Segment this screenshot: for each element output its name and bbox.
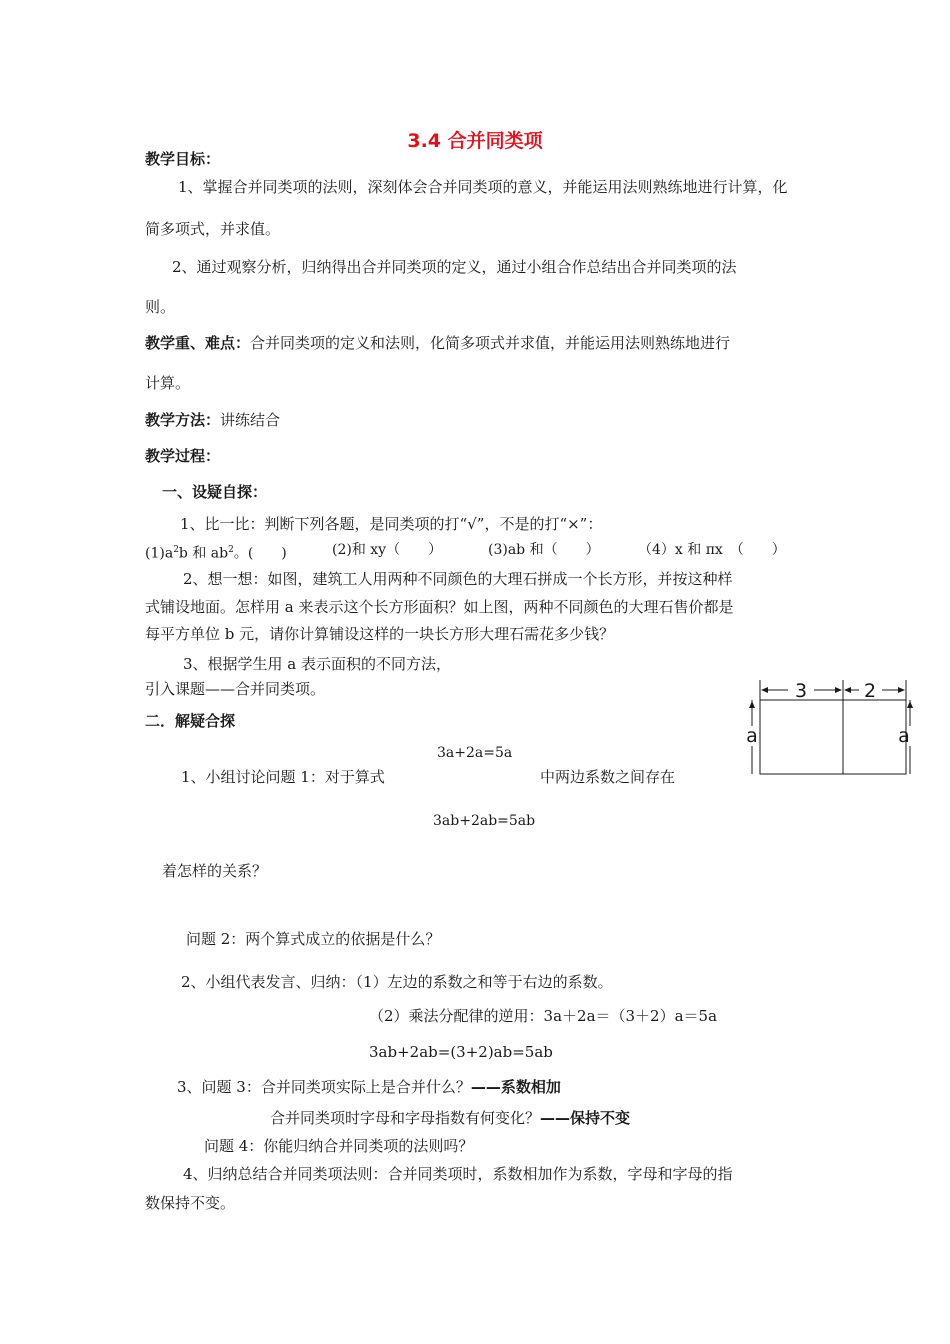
arrowhead (761, 687, 768, 693)
arrowhead (844, 687, 851, 693)
method-label: 教学方法： (145, 411, 221, 429)
summary-2: （2）乘法分配律的逆用：3a＋2a＝（3＋2）a＝5a (369, 1007, 718, 1025)
item-3-line1: 3、根据学生用 a 表示面积的不同方法， (183, 655, 452, 673)
objective-2-line2: 则。 (145, 298, 176, 316)
item-2-line3: 每平方单位 b 元，请你计算铺设这样的一块长方形大理石需花多少钱？ (145, 625, 615, 643)
objective-1-line1: 1、掌握合并同类项的法则，深刻体会合并同类项的意义，并能运用法则熟练地进行计算，化 (178, 178, 788, 196)
key-points-label: 教学重、难点： (145, 334, 251, 352)
summary-3: 3ab+2ab=(3+2)ab=5ab (369, 1043, 553, 1061)
question-2-text: 问题 2：两个算式成立的依据是什么？ (186, 930, 441, 948)
q1-exponent-2: 2 (228, 545, 234, 555)
question-3b (270, 1108, 630, 1128)
arrowhead (907, 701, 913, 708)
question-3b-answer: ——保持不变 (540, 1109, 631, 1127)
rectangle-diagram (744, 678, 914, 778)
q1-prefix: (1)a (145, 545, 174, 562)
process-heading: 教学过程： (145, 447, 221, 465)
rule-line2: 数保持不变。 (145, 1194, 236, 1212)
item-3-line2: 引入课题——合并同类项。 (145, 680, 326, 698)
question-3-answer: ——系数相加 (470, 1078, 561, 1096)
objective-2-line1: 2、通过观察分析，归纳得出合并同类项的定义，通过小组合作总结出合并同类项的法 (172, 258, 737, 276)
section-1-heading: 一、设疑自探： (162, 483, 268, 501)
discussion-prefix: 1、小组讨论问题 1：对于算式 (181, 768, 385, 786)
question-3-prefix: 3、问题 3：合并同类项实际上是合并什么？ (177, 1078, 471, 1096)
objective-1-line2: 简多项式，并求值。 (145, 220, 281, 238)
height-label-left: a (746, 725, 758, 747)
equation-2: 3ab+2ab=5ab (433, 813, 536, 829)
item-2-line1: 2、想一想：如图，建筑工人用两种不同颜色的大理石拼成一个长方形，并按这种样 (183, 570, 733, 588)
width-label-3: 3 (794, 680, 808, 702)
arrowhead (835, 687, 842, 693)
key-points-text: 合并同类项的定义和法则，化简多项式并求值，并能运用法则熟练地进行 (250, 334, 731, 352)
method-value: 讲练结合 (220, 411, 281, 429)
arrowhead (898, 687, 905, 693)
teaching-method (145, 410, 280, 430)
lesson-title: 3.4 合并同类项 (407, 130, 543, 152)
arrowhead (749, 701, 755, 708)
section-2-heading: 二．解疑合探 (145, 712, 236, 730)
question-4: 问题 4：你能归纳合并同类项的法则吗？ (204, 1137, 474, 1155)
question-1 (145, 540, 287, 564)
discussion-suffix: 中两边系数之间存在 (540, 768, 676, 786)
rectangle-outline (760, 700, 906, 774)
objectives-heading: 教学目标： (145, 150, 221, 168)
key-points-line1 (145, 333, 730, 353)
height-label-right: a (898, 725, 910, 747)
question-3: (3)ab 和（ ） (488, 542, 600, 558)
question-3b-prefix: 合并同类项时字母和字母指数有何变化？ (270, 1109, 541, 1127)
question-3 (177, 1077, 561, 1097)
item-1: 1、比一比：判断下列各题，是同类项的打“√”，不是的打“×”： (180, 515, 603, 533)
question-4: （4）x 和 πx （ ） (638, 542, 786, 558)
discussion-end: 着怎样的关系？ (162, 862, 268, 880)
q1-mid: b 和 ab (178, 545, 229, 562)
question-2: (2)和 xy（ ） (332, 542, 443, 558)
q1-exponent-1: 2 (173, 545, 179, 555)
item-2-line2: 式铺设地面。怎样用 a 来表示这个长方形面积？如上图，两种不同颜色的大理石售价都是 (145, 598, 734, 616)
rule-line1: 4、归纳总结合并同类项法则：合并同类项时，系数相加作为系数，字母和字母的指 (183, 1165, 733, 1183)
equation-1: 3a+2a=5a (437, 745, 513, 761)
summary-1: 2、小组代表发言、归纳：（1）左边的系数之和等于右边的系数。 (181, 973, 613, 991)
key-points-line2: 计算。 (145, 374, 191, 392)
width-label-2: 2 (863, 680, 877, 702)
q1-suffix: 。( ) (233, 545, 287, 562)
